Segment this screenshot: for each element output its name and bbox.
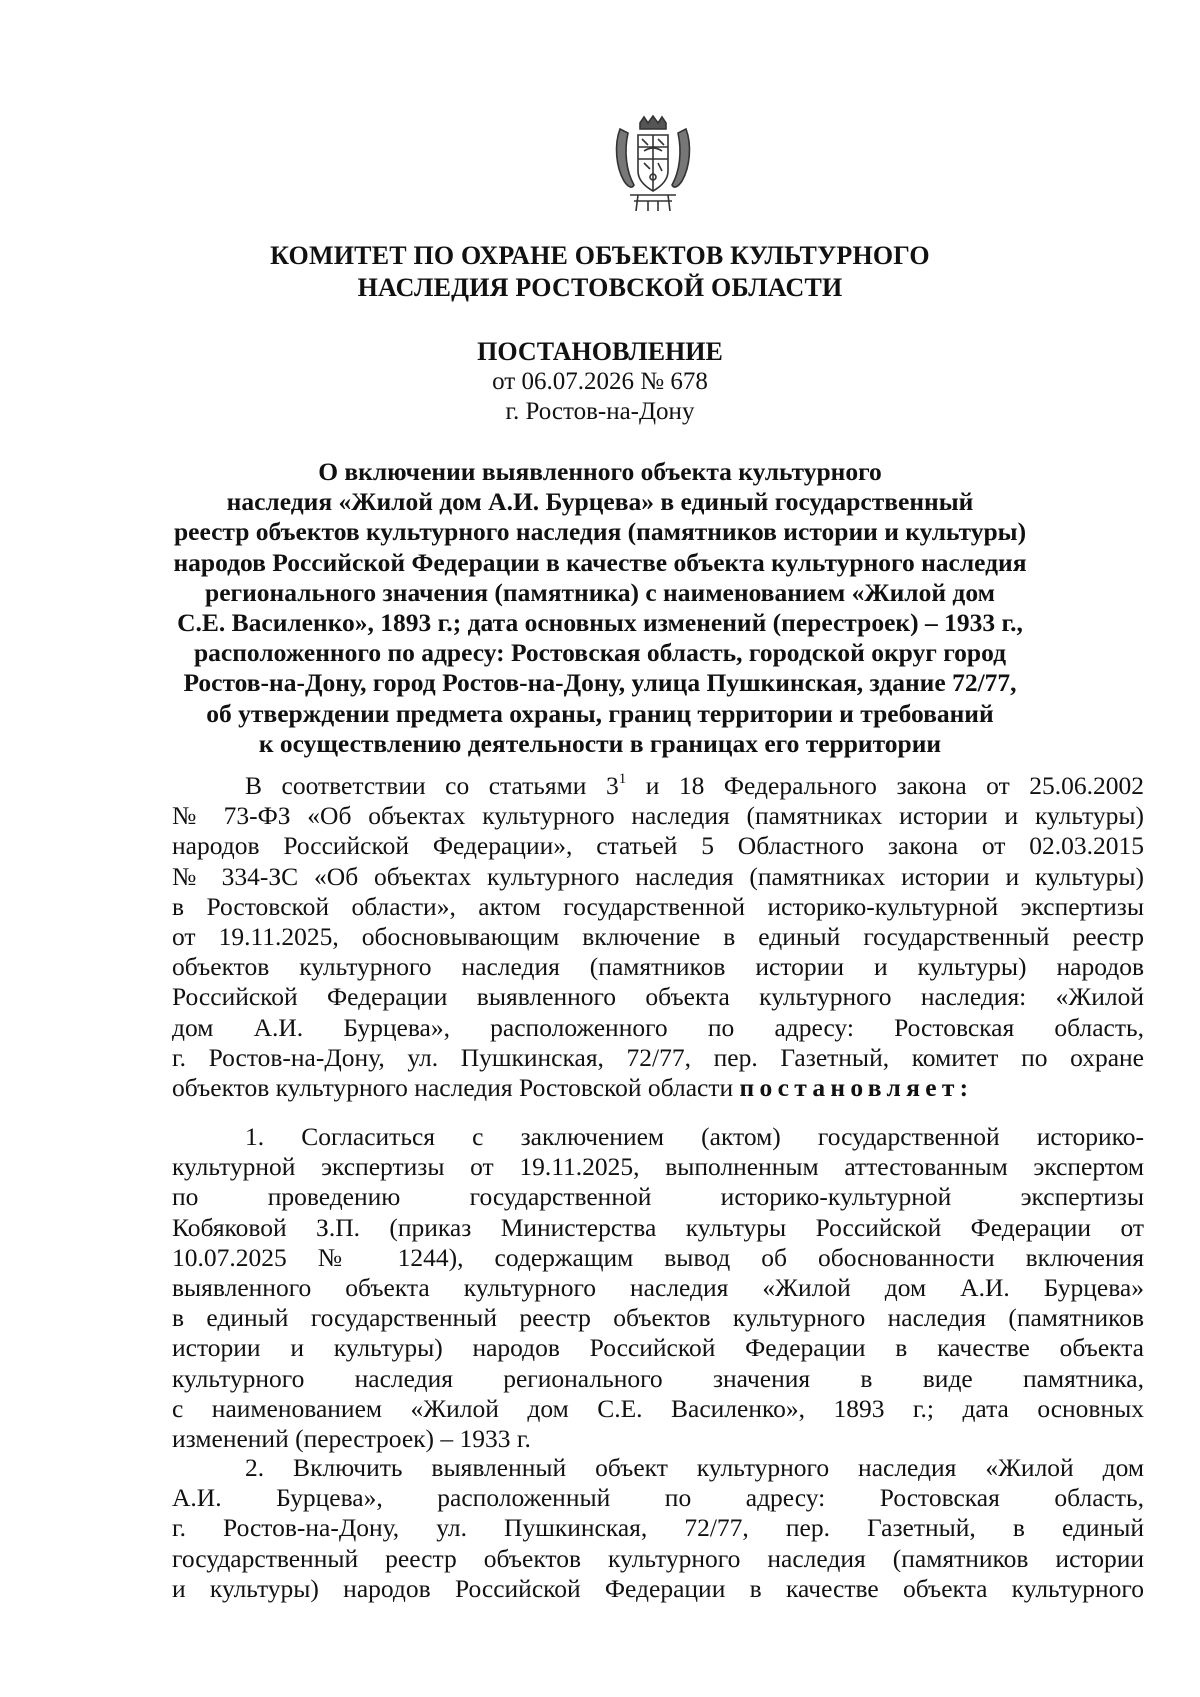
paragraph-line: народов Российской Федерации», статьей 5 Областного закона от 02.03.2015	[172, 831, 1144, 861]
paragraph-line: № 73-ФЗ «Об объектах культурного наследия (памятниках истории и культуры)	[172, 801, 1144, 831]
preamble-text: и 18 Федерального закона от 25.06.2002	[626, 771, 1144, 800]
title-line: народов Российской Федерации в качестве объекта культурного наследия	[173, 547, 1027, 577]
title-line: об утверждении предмета охраны, границ территории и требований	[206, 698, 994, 728]
resolution-item-1	[172, 1122, 1144, 1454]
paragraph-line	[172, 771, 1144, 801]
paragraph-line: № 334-ЗС «Об объектах культурного наследия (памятниках истории и культуры)	[172, 861, 1144, 891]
document-type: ПОСТАНОВЛЕНИЕ	[477, 337, 723, 366]
title-line: С.Е. Василенко», 1893 г.; дата основных изменений (перестроек) – 1933 г.,	[177, 608, 1023, 638]
resolves-word: постановляет:	[739, 1073, 974, 1103]
paragraph-line: в Ростовской области», актом государственной историко-культурной экспертизы	[172, 891, 1144, 921]
document-city: г. Ростов-на-Дону	[505, 398, 695, 425]
article-superscript: 1	[618, 770, 627, 787]
paragraph-line: по проведению государственной историко-культурной экспертизы	[172, 1182, 1144, 1212]
paragraph-line: культурного наследия регионального значения в виде памятника,	[172, 1363, 1144, 1393]
paragraph-line: А.И. Бурцева», расположенный по адресу: Ростовская область,	[172, 1483, 1144, 1513]
org-line: КОМИТЕТ ПО ОХРАНЕ ОБЪЕКТОВ КУЛЬТУРНОГО	[270, 241, 930, 270]
paragraph-line: выявленного объекта культурного наследия «Жилой дом А.И. Бурцева»	[172, 1273, 1144, 1303]
paragraph-line: истории и культуры) народов Российской Федерации в качестве объекта	[172, 1333, 1144, 1363]
paragraph-line: изменений (перестроек) – 1933 г.	[172, 1424, 531, 1454]
paragraph-line: дом А.И. Бурцева», расположенного по адресу: Ростовская область,	[172, 1012, 1144, 1042]
paragraph-line: г. Ростов-на-Дону, ул. Пушкинская, 72/77, пер. Газетный, в единый	[172, 1513, 1144, 1543]
paragraph-line: объектов культурного наследия (памятников истории и культуры) народов	[172, 952, 1144, 982]
coat-of-arms-emblem	[610, 115, 696, 215]
paragraph-line: Кобяковой З.П. (приказ Министерства культуры Российской Федерации от	[172, 1212, 1144, 1242]
title-line: Ростов-на-Дону, город Ростов-на-Дону, улица Пушкинская, здание 72/77,	[183, 668, 1017, 698]
paragraph-line: г. Ростов-на-Дону, ул. Пушкинская, 72/77, пер. Газетный, комитет по охране	[172, 1042, 1144, 1072]
paragraph-line: государственный реестр объектов культурного наследия (памятников истории	[172, 1543, 1144, 1573]
paragraph-line: Российской Федерации выявленного объекта культурного наследия: «Жилой	[172, 982, 1144, 1012]
paragraph-line: культурной экспертизы от 19.11.2025, выполненным аттестованным экспертом	[172, 1152, 1144, 1182]
title-line: расположенного по адресу: Ростовская область, городской округ город	[193, 638, 1006, 668]
document-title	[160, 457, 1040, 759]
paragraph-line: в единый государственный реестр объектов культурного наследия (памятников	[172, 1303, 1144, 1333]
issuing-organization	[170, 240, 1030, 304]
preamble-text: объектов культурного наследия Ростовской области	[172, 1073, 740, 1103]
title-line: О включении выявленного объекта культурного	[318, 457, 882, 486]
paragraph-line: и культуры) народов Российской Федерации в качестве объекта культурного	[172, 1573, 1144, 1603]
title-line: регионального значения (памятника) с наименованием «Жилой дом	[205, 577, 995, 607]
paragraph-line: от 19.11.2025, обосновывающим включение в единый государственный реестр	[172, 922, 1144, 952]
resolution-item-2	[172, 1453, 1144, 1604]
paragraph-line: 10.07.2025 № 1244), содержащим вывод об обоснованности включения	[172, 1242, 1144, 1272]
title-line: наследия «Жилой дом А.И. Бурцева» в единый государственный	[226, 487, 974, 517]
paragraph-line: 1. Согласиться с заключением (актом) государственной историко-	[245, 1122, 1144, 1151]
title-line: к осуществлению деятельности в границах его территории	[258, 728, 942, 758]
preamble-text: В соответствии со статьями 3	[245, 771, 619, 800]
title-line: реестр объектов культурного наследия (памятников истории и культуры)	[173, 517, 1027, 547]
paragraph-line	[172, 1073, 1144, 1103]
document-date-number: от 06.07.2026 № 678	[492, 368, 708, 395]
preamble-paragraph	[172, 771, 1144, 1103]
paragraph-line: 2. Включить выявленный объект культурного наследия «Жилой дом	[245, 1453, 1144, 1482]
org-line: НАСЛЕДИЯ РОСТОВСКОЙ ОБЛАСТИ	[357, 273, 843, 302]
paragraph-line: с наименованием «Жилой дом С.Е. Василенко», 1893 г.; дата основных	[172, 1393, 1144, 1423]
document-header	[370, 337, 830, 427]
